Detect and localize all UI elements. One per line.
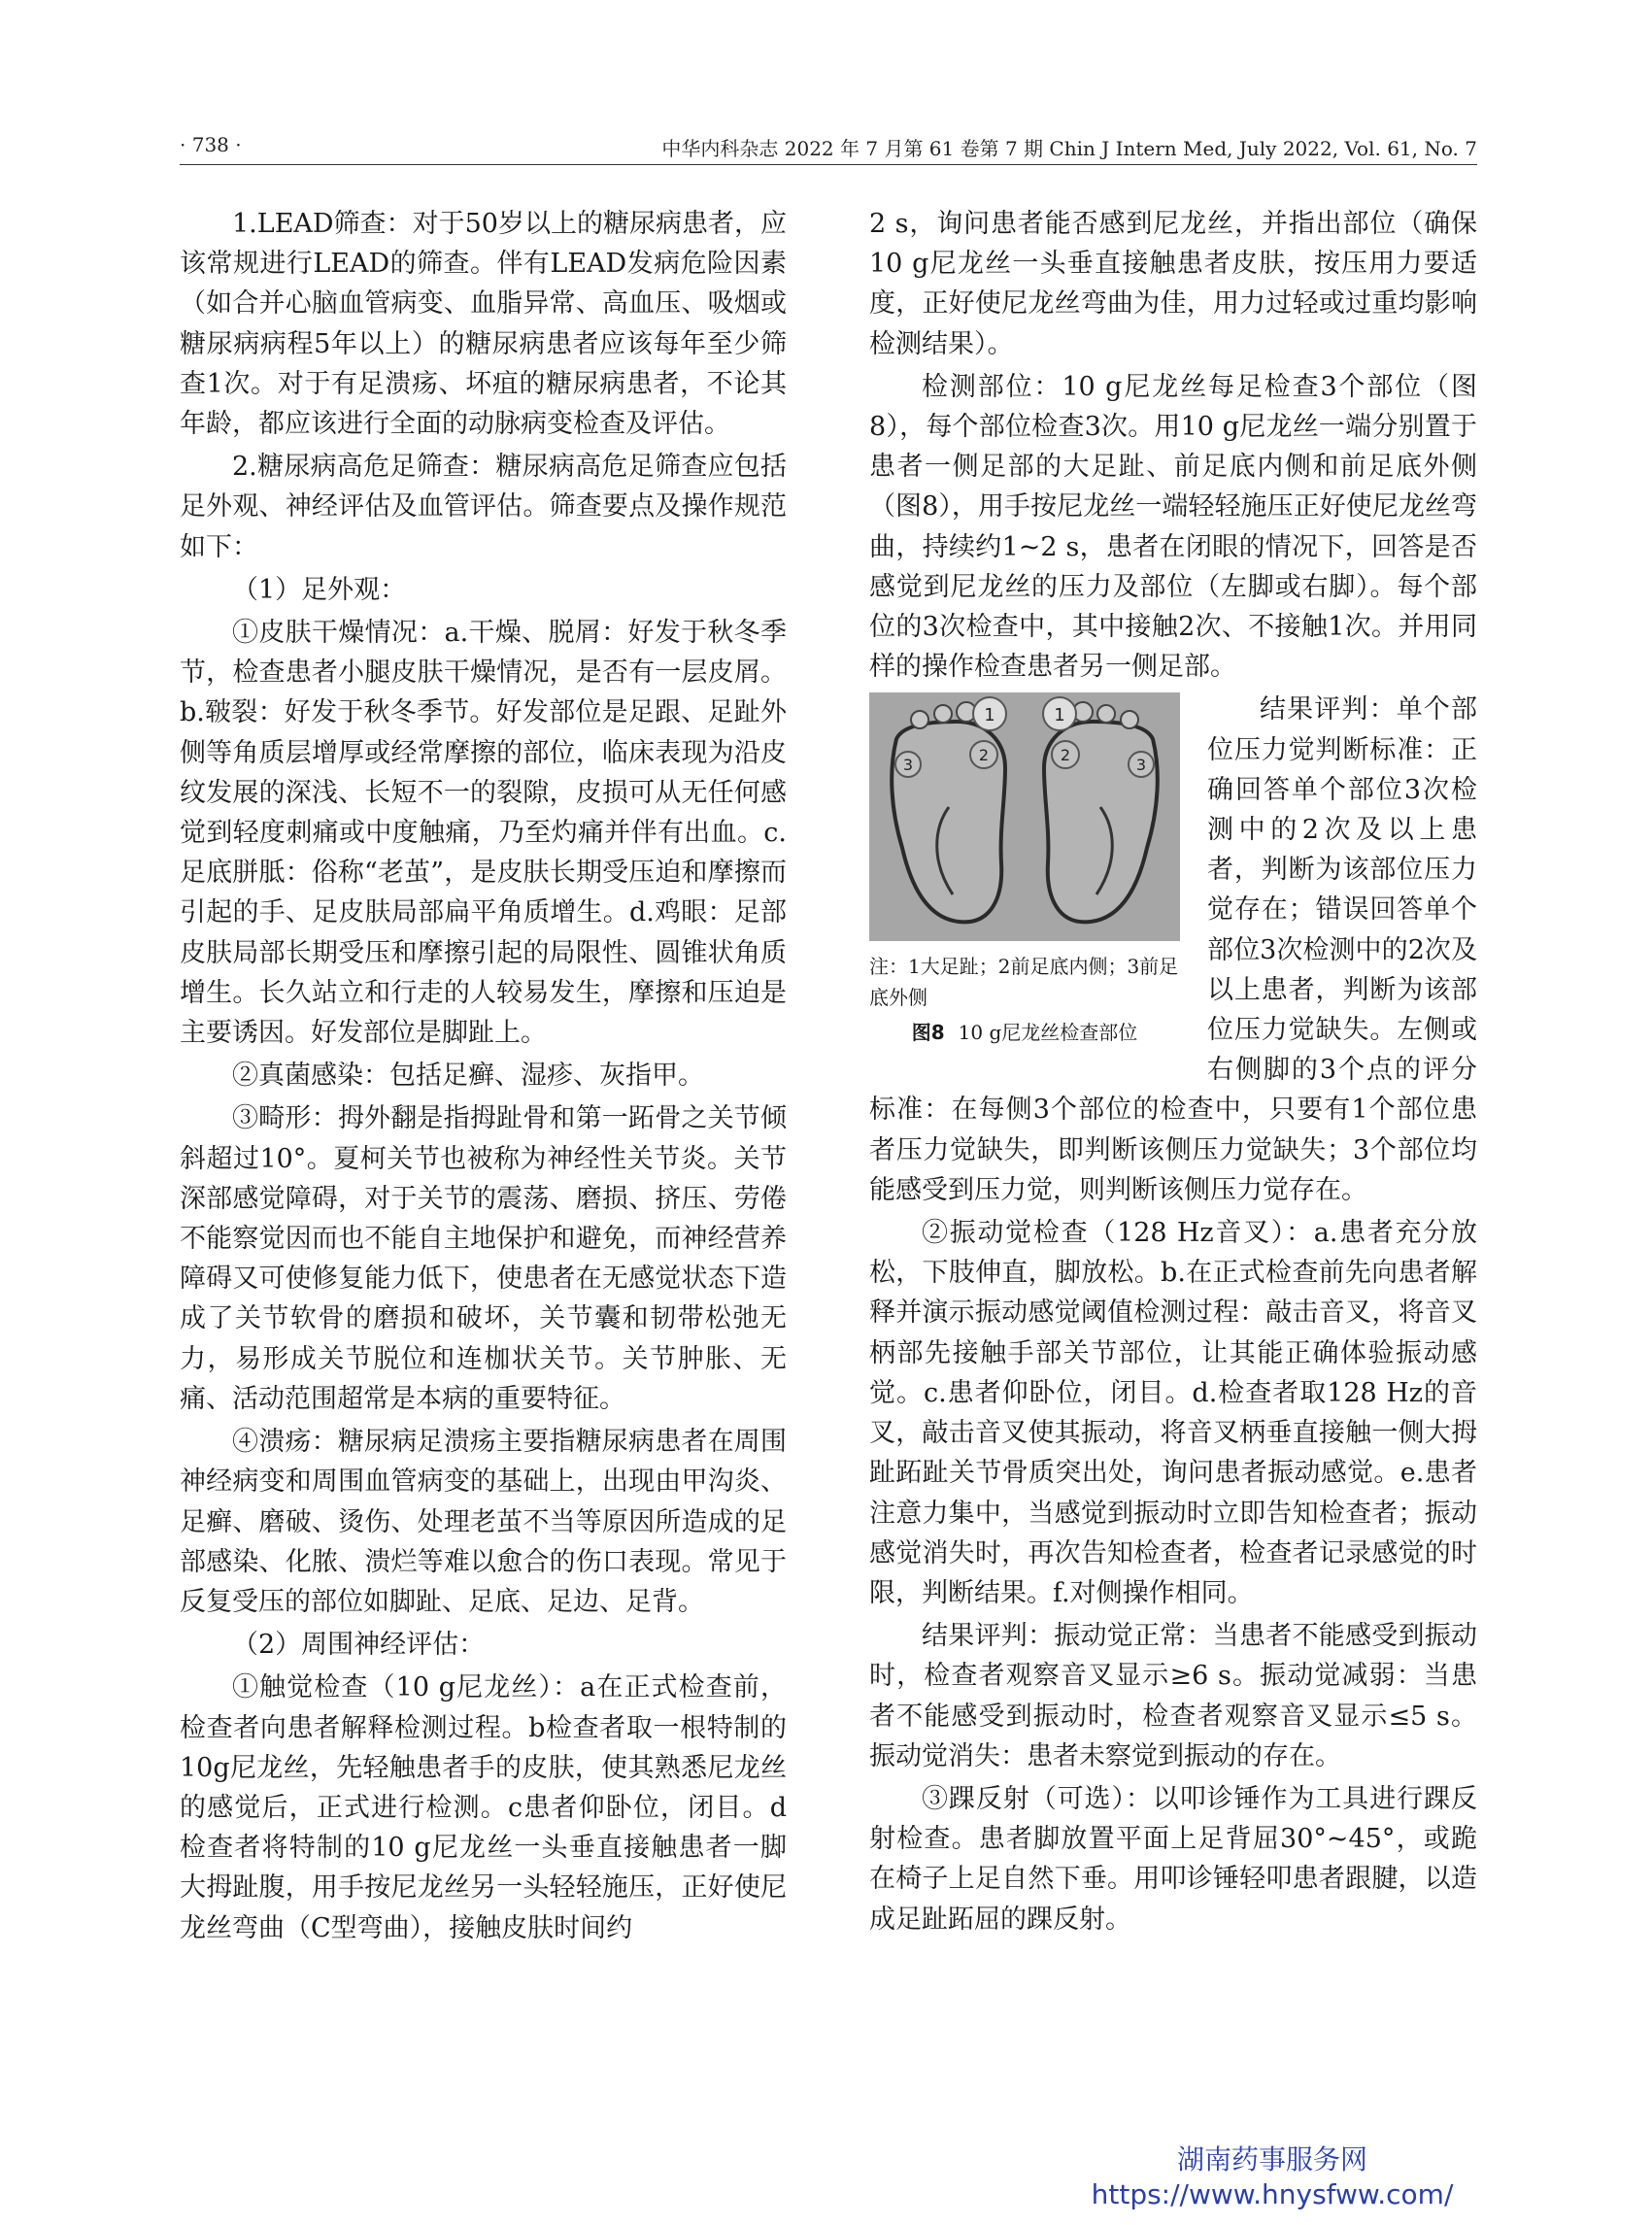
marker-1-left: 1: [984, 705, 995, 726]
right-toe-small: [1121, 711, 1138, 728]
marker-2-left: 2: [978, 746, 990, 765]
marker-3-left: 3: [902, 756, 914, 775]
figure-label: 图8: [911, 1021, 945, 1045]
foot-outline-svg: [869, 692, 1180, 941]
marker-2-right: 2: [1060, 746, 1071, 765]
running-header: [180, 133, 1477, 165]
left-toe-small: [911, 711, 928, 728]
foot-diagram: [869, 692, 1180, 941]
paragraph-lead-screening: 1.LEAD筛查：对于50岁以上的糖尿病患者，应该常规进行LEAD的筛查。伴有LEAD发病危险因素（如合并心脑血管病变、血脂异常、高血压、吸烟或糖尿病病程5年以上）的糖尿病患者应该每年至少筛查1次。对于有足溃疡、坏疽的糖尿病患者，不论其年龄，都应该进行全面的动脉病变检查及评估。: [180, 209, 787, 440]
paragraph-fungal-infection: ②真菌感染：包括足癣、湿疹、灰指甲。: [232, 1061, 704, 1092]
paragraph-test-sites: 检测部位：10 g尼龙丝每足检查3个部位（图8），每个部位检查3次。用10 g尼龙丝一端分别置于患者一侧足部的大足趾、前足底内侧和前足底外侧（图8），用手按尼龙丝一端轻轻施压正好使尼龙丝弯曲，持续约1~2 s，患者在闭眼的情况下，回答是否感觉到尼龙丝的压力及部位（左脚或右脚）。每个部位的3次检查中，其中接触2次、不接触1次。并用同样的操作检查患者另一侧足部。: [869, 371, 1477, 683]
paragraph-skin-dryness: ①皮肤干燥情况：a.干燥、脱屑：好发于秋冬季节，检查患者小腿皮肤干燥情况，是否有一层皮屑。b.皲裂：好发于秋冬季节。好发部位是足跟、足趾外侧等角质层增厚或经常摩擦的部位，临床表现为沿皮纹发展的深浅、长短不一的裂隙，皮损可从无任何感觉到轻度刺痛或中度触痛，乃至灼痛并伴有出血。c.足底胼胝：俗称“老茧”，是皮肤长期受压迫和摩擦而引起的手、足皮肤局部扁平角质增生。d.鸡眼：足部皮肤局部长期受压和摩擦引起的局限性、圆锥状角质增生。长久站立和行走的人较易发生，摩擦和压迫是主要诱因。好发部位是脚趾上。: [180, 618, 787, 1049]
figure-8: [869, 692, 1180, 1048]
figure-caption: [869, 1017, 1180, 1048]
figure-caption-text: 10 g尼龙丝检查部位: [958, 1021, 1138, 1045]
paragraph-high-risk-foot: 2.糖尿病高危足筛查：糖尿病高危足筛查应包括足外观、神经评估及血管评估。筛查要点及操作规范如下：: [180, 452, 787, 562]
left-toe-small: [934, 705, 952, 723]
watermark-site-name: 湖南药事服务网: [1176, 2143, 1367, 2175]
paragraph-vibration-test: ②振动觉检查（128 Hz音叉）：a.患者充分放松，下肢伸直，脚放松。b.在正式检查前先向患者解释并演示振动感觉阈值检测过程：敲击音叉，将音叉柄部先接触手部关节部位，让其能正确体验振动感觉。c.患者仰卧位，闭目。d.检查者取128 Hz的音叉，敲击音叉使其振动，将音叉柄垂直接触一侧大拇趾跖趾关节骨质突出处，询问患者振动感觉。e.患者注意力集中，当感觉到振动时立即告知检查者；振动感觉消失时，再次告知检查者，检查者记录感觉的时限，判断结果。f.对侧操作相同。: [869, 1218, 1477, 1608]
paragraph-result-evaluation: 结果评判：单个部位压力觉判断标准：正确回答单个部位3次检测中的2次及以上患者，判断为该部位压力觉存在；错误回答单个部位3次检测中的2次及以上患者，判断为该部位压力觉缺失。左侧或右侧脚的3个点的评分标准：在每侧3个部位的检查中，只要有1个部位患者压力觉缺失，即判断该侧压力觉缺失；3个部位均能感受到压力觉，则判断该侧压力觉存在。: [869, 694, 1477, 1205]
watermark: [1049, 2142, 1496, 2212]
paragraph-vibration-result: 结果评判：振动觉正常：当患者不能感受到振动时，检查者观察音叉显示≥6 s。振动觉减弱：当患者不能感受到振动时，检查者观察音叉显示≤5 s。振动觉消失：患者未察觉到振动的存在。: [869, 1621, 1477, 1771]
journal-citation: 中华内科杂志 2022 年 7 月第 61 卷第 7 期 Chin J Intern Med, July 2022, Vol. 61, No. 7: [661, 137, 1477, 160]
subheading-foot-appearance: （1）足外观：: [232, 574, 407, 605]
paragraph-deformity: ③畸形：拇外翻是指拇趾骨和第一跖骨之关节倾斜超过10°。夏柯关节也被称为神经性关节炎。关节深部感觉障碍，对于关节的震荡、磨损、挤压、劳倦不能察觉因而也不能自主地保护和避免，而神经营养障碍又可使修复能力低下，使患者在无感觉状态下造成了关节软骨的磨损和破坏，关节囊和韧带松弛无力，易形成关节脱位和连枷状关节。关节肿胀、无痛、活动范围超常是本病的重要特征。: [180, 1103, 787, 1414]
paragraph-touch-test: ①触觉检查（10 g尼龙丝）：a在正式检查前，检查者向患者解释检测过程。b检查者取一根特制的10g尼龙丝，先轻触患者手的皮肤，使其熟悉尼龙丝的感觉后，正式进行检测。c患者仰卧位，闭目。d检查者将特制的10 g尼龙丝一头垂直接触患者一脚大拇趾腹，用手按尼龙丝另一头轻轻施压，正好使尼龙丝弯曲（C型弯曲），接触皮肤时间约: [180, 1672, 787, 1943]
right-toe-small: [1097, 705, 1115, 723]
marker-1-right: 1: [1054, 705, 1065, 726]
watermark-url[interactable]: https://www.hnysfww.com/: [1091, 2178, 1454, 2210]
paragraph-ulcer: ④溃疡：糖尿病足溃疡主要指糖尿病患者在周围神经病变和周围血管病变的基础上，出现由甲沟炎、足癣、磨破、烫伤、处理老茧不当等原因所造成的足部感染、化脓、溃烂等难以愈合的伤口表现。常见于反复受压的部位如脚趾、足底、足边、足背。: [180, 1427, 787, 1617]
subheading-neuro-assessment: （2）周围神经评估：: [232, 1630, 486, 1661]
paragraph-touch-test-cont: 2 s，询问患者能否感到尼龙丝，并指出部位（确保10 g尼龙丝一头垂直接触患者皮肤，按压用力要适度，正好使尼龙丝弯曲为佳，用力过轻或过重均影响检测结果）。: [869, 209, 1477, 359]
figure-note: 注：1大足趾；2前足底内侧；3前足底外侧: [869, 955, 1179, 1010]
marker-3-right: 3: [1135, 756, 1147, 775]
left-column: [180, 204, 787, 1948]
page-number: · 738 ·: [180, 133, 242, 156]
paragraph-ankle-reflex: ③踝反射（可选）：以叩诊锤作为工具进行踝反射检查。患者脚放置平面上足背屈30°~45°，或跪在椅子上足自然下垂。用叩诊锤轻叩患者跟腱，以造成足趾跖屈的踝反射。: [869, 1783, 1477, 1935]
right-column: [869, 204, 1477, 1939]
